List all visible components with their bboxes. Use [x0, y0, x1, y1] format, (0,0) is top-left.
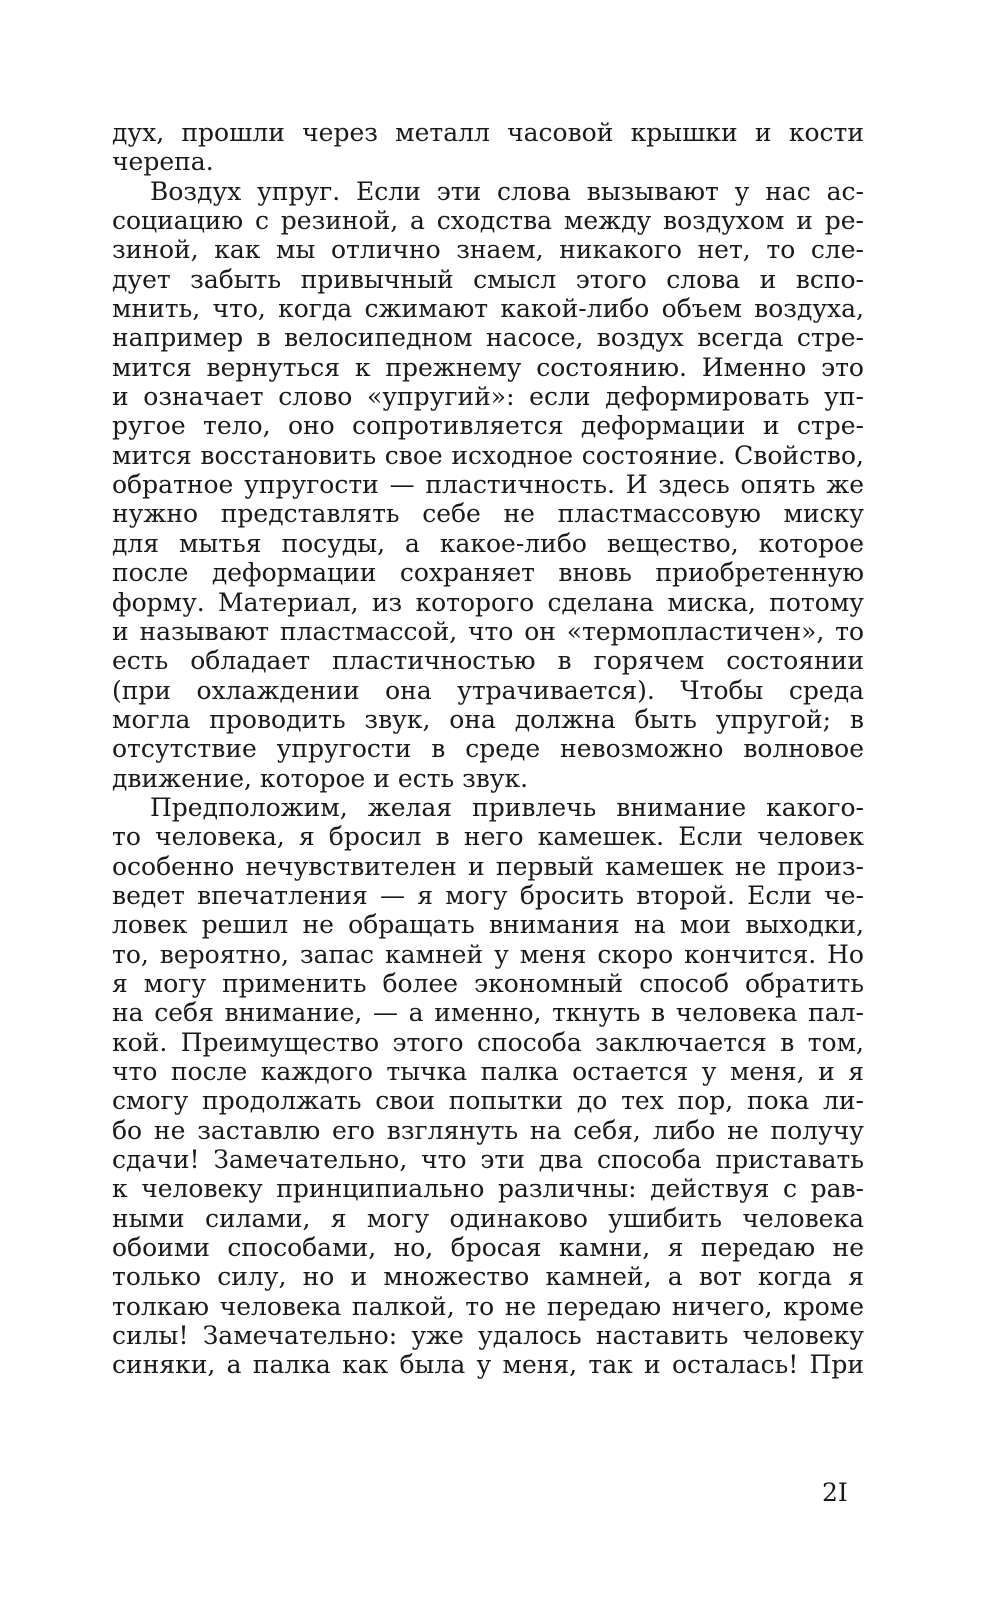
page-number: 2I: [822, 1478, 848, 1507]
text-line: ловек решил не обращать внимания на мои выходки,: [112, 910, 864, 940]
text-line: для мытья посуды, а какое-либо вещество, которое: [112, 528, 864, 558]
text-line: на себя внимание, — а именно, ткнуть в человека пал-: [112, 998, 864, 1028]
text-line: и означает слово «упругий»: если деформировать уп-: [112, 382, 864, 412]
text-line: мится восстановить свое исходное состояние. Свойство,: [112, 440, 864, 470]
paragraph: [112, 118, 864, 177]
text-line: дует забыть привычный смысл этого слова и вспо-: [112, 264, 864, 294]
text-line: к человеку принципиально различны: действуя с рав-: [112, 1174, 864, 1204]
text-line: зиной, как мы отлично знаем, никакого нет, то сле-: [112, 235, 864, 265]
paragraph: [112, 793, 864, 1380]
text-line: Предположим, желая привлечь внимание какого-: [150, 792, 864, 822]
text-line: особенно нечувствителен и первый камешек не произ-: [112, 851, 864, 881]
text-line: смогу продолжать свои попытки до тех пор, пока ли-: [112, 1086, 864, 1116]
text-line: я могу применить более экономный способ обратить: [112, 968, 864, 998]
text-line: например в велосипедном насосе, воздух всегда стре-: [112, 323, 864, 353]
text-line: ными силами, я могу одинаково ушибить человека: [112, 1203, 864, 1233]
text-line: есть обладает пластичностью в горячем состоянии: [112, 646, 864, 676]
text-line: могла проводить звук, она должна быть упругой; в: [112, 704, 864, 734]
text-line: кой. Преимущество этого способа заключается в том,: [112, 1027, 864, 1057]
text-line: синяки, а палка как была у меня, так и осталась! При: [112, 1350, 864, 1380]
text-line: черепа.: [112, 147, 214, 177]
text-line: бо не заставлю его взглянуть на себя, либо не получу: [112, 1115, 864, 1145]
text-line: толкаю человека палкой, то не передаю ничего, кроме: [112, 1291, 864, 1321]
text-line: Воздух упруг. Если эти слова вызывают у нас ас-: [150, 176, 864, 206]
paragraph: [112, 177, 864, 793]
text-line: и называют пластмассой, что он «термопластичен», то: [112, 616, 864, 646]
text-line: мится вернуться к прежнему состоянию. Именно это: [112, 352, 864, 382]
text-line: то, вероятно, запас камней у меня скоро кончится. Но: [112, 939, 864, 969]
text-line: дух, прошли через металл часовой крышки и кости: [112, 118, 864, 147]
text-line: обратное упругости — пластичность. И здесь опять же: [112, 470, 864, 500]
text-line: сдачи! Замечательно, что эти два способа приставать: [112, 1145, 864, 1175]
body-text: [112, 118, 864, 1380]
text-line: то человека, я бросил в него камешек. Если человек: [112, 822, 864, 852]
text-line: (при охлаждении она утрачивается). Чтобы среда: [112, 675, 864, 705]
text-line: что после каждого тычка палка остается у меня, и я: [112, 1057, 864, 1086]
text-line: мнить, что, когда сжимают какой-либо объем воздуха,: [112, 294, 864, 324]
text-line: силы! Замечательно: уже удалось наставить человеку: [112, 1321, 864, 1351]
text-line: ругое тело, оно сопротивляется деформации и стре-: [112, 411, 864, 441]
text-line: только силу, но и множество камней, а вот когда я: [112, 1262, 864, 1292]
text-line: социацию с резиной, а сходства между воздухом и ре-: [112, 206, 864, 236]
text-line: отсутствие упругости в среде невозможно волновое: [112, 734, 864, 764]
text-line: обоими способами, но, бросая камни, я передаю не: [112, 1233, 864, 1263]
text-line: нужно представлять себе не пластмассовую миску: [112, 499, 864, 529]
text-line: форму. Материал, из которого сделана миска, потому: [112, 587, 864, 617]
text-line: ведет впечатления — я могу бросить второй. Если че-: [112, 880, 864, 910]
text-line: после деформации сохраняет вновь приобретенную: [112, 558, 864, 588]
text-line: движение, которое и есть звук.: [112, 763, 529, 793]
